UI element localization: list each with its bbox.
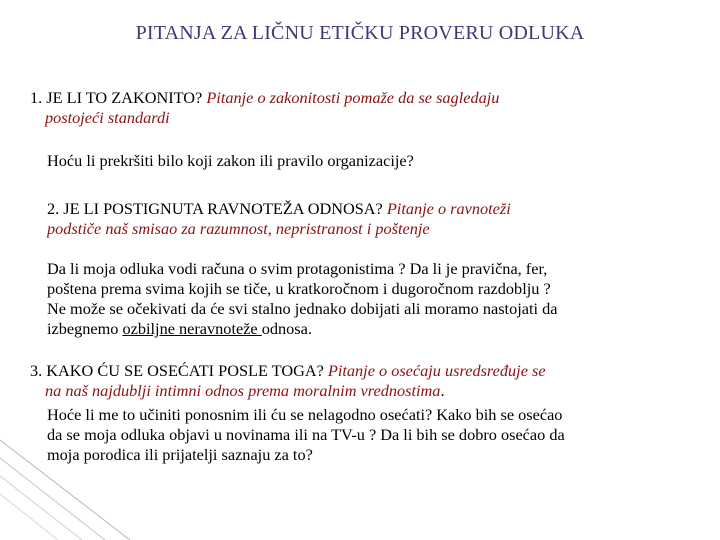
section-2-highlight-line1: Pitanje o ravnoteži bbox=[386, 199, 511, 218]
section-2-heading: 2. JE LI POSTIGNUTA RAVNOTEŽA ODNOSA? bbox=[47, 199, 387, 218]
decorative-lines bbox=[0, 430, 140, 540]
bullet-3-line2: poštena prema svima kojih se tiče, u kratkoročnom i dugoročnom razdoblju ? bbox=[47, 279, 551, 298]
section-3-heading: 3. KAKO ĆU SE OSEĆATI POSLE TOGA? bbox=[30, 361, 328, 380]
section-2-highlight-line2: podstiče naš smisao za razumnost, nepristranost i poštenje bbox=[47, 219, 430, 238]
bullet-1-text: Hoću li prekršiti bilo koji zakon ili pravilo organizacije? bbox=[47, 151, 414, 170]
section-3-highlight-line1: Pitanje o osećaju usredsređuje se bbox=[327, 361, 546, 380]
bullet-4-line1: Hoće li me to učiniti ponosnim ili ću se nelagodno osećati? Kako bih se osećao bbox=[47, 405, 563, 424]
section-1-heading: 1. JE LI TO ZAKONITO? bbox=[30, 88, 207, 107]
section-3-highlight-line2: na naš najdublji intimni odnos prema moralnim vrednostima bbox=[45, 381, 441, 400]
bullet-3-line1: Da li moja odluka vodi računa o svim protagonistima ? Da li je pravična, fer, bbox=[47, 259, 548, 278]
bullet-3-text bbox=[47, 259, 707, 339]
slide-title: PITANJA ZA LIČNU ETIČKU PROVERU ODLUKA bbox=[135, 22, 585, 44]
section-1-highlight-line1: Pitanje o zakonitosti pomaže da se sagledaju bbox=[206, 88, 500, 107]
bullet-3-line4-pre: izbegnemo bbox=[47, 319, 123, 338]
bullet-4-text bbox=[47, 405, 707, 465]
bullet-4-line2: da se moja odluka objavi u novinama ili na TV-u ? Da li bih se dobro osećao da bbox=[47, 425, 565, 444]
section-3-trailing: . bbox=[440, 381, 445, 400]
bullet-3-line3: Ne može se očekivati da će svi stalno jednako dobijati ali moramo nastojati da bbox=[47, 299, 558, 318]
bullet-3-line4-post: odnosa. bbox=[261, 319, 312, 338]
section-2 bbox=[47, 199, 707, 239]
bullet-4-line3: moja porodica ili prijatelji saznaju za to? bbox=[47, 445, 313, 464]
section-3 bbox=[30, 361, 700, 401]
bullet-3-underlined: ozbiljne neravnoteže bbox=[122, 319, 262, 338]
section-1-highlight-line2: postojeći standardi bbox=[45, 108, 170, 127]
section-1 bbox=[30, 88, 700, 128]
